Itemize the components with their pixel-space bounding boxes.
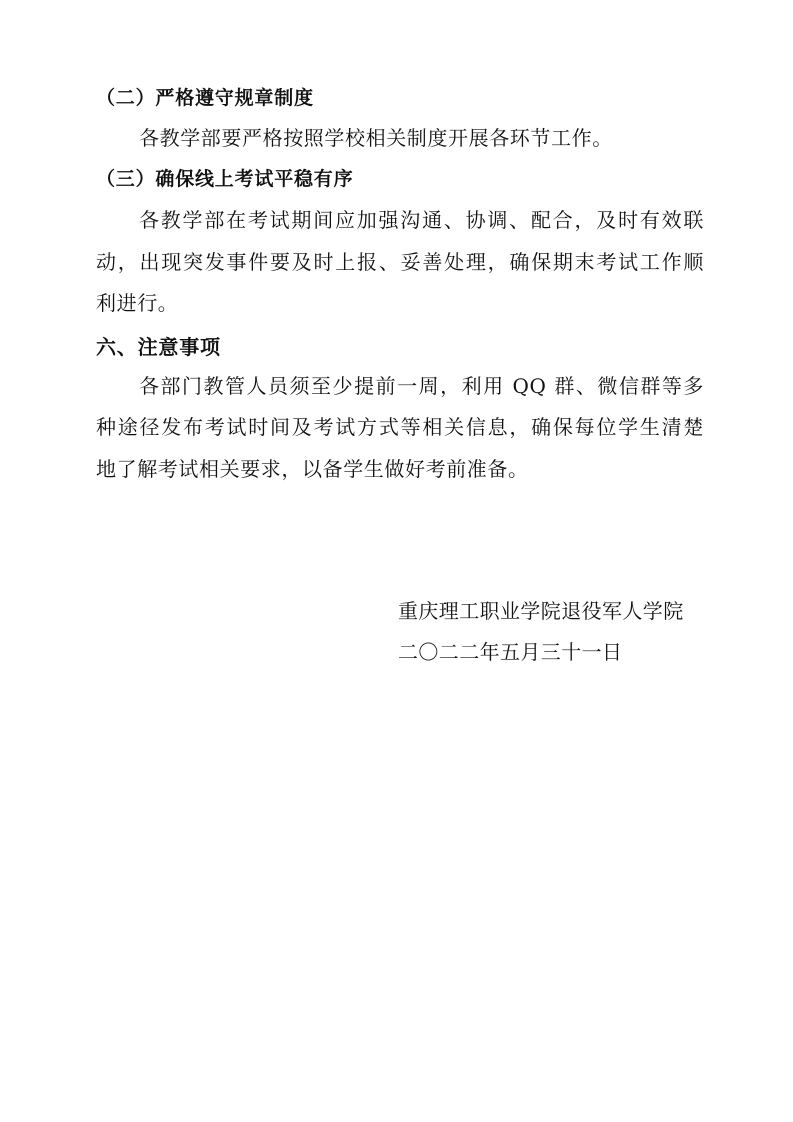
section-3-paragraph-line-3: 利进行。 bbox=[96, 291, 179, 315]
signature-organization: 重庆理工职业学院退役军人学院 bbox=[398, 599, 684, 623]
section-6-paragraph-line-3: 地了解考试相关要求，以备学生做好考前准备。 bbox=[96, 457, 529, 481]
section-2-heading: （二）严格遵守规章制度 bbox=[96, 87, 314, 109]
section-6-paragraph-line-2: 种途径发布考试时间及考试方式等相关信息，确保每位学生清楚 bbox=[96, 415, 704, 439]
section-6-paragraph-line-1: 各部门教管人员须至少提前一周，利用 QQ 群、微信群等多 bbox=[139, 374, 704, 398]
section-3-paragraph-line-1: 各教学部在考试期间应加强沟通、协调、配合，及时有效联 bbox=[139, 208, 704, 232]
section-2-paragraph-line-1: 各教学部要严格按照学校相关制度开展各环节工作。 bbox=[139, 126, 613, 150]
section-3-paragraph-line-2: 动，出现突发事件要及时上报、妥善处理，确保期末考试工作顺 bbox=[96, 250, 704, 274]
section-3-heading: （三）确保线上考试平稳有序 bbox=[96, 168, 354, 190]
section-6-heading: 六、注意事项 bbox=[96, 335, 221, 359]
signature-date: 二〇二二年五月三十一日 bbox=[398, 640, 623, 664]
